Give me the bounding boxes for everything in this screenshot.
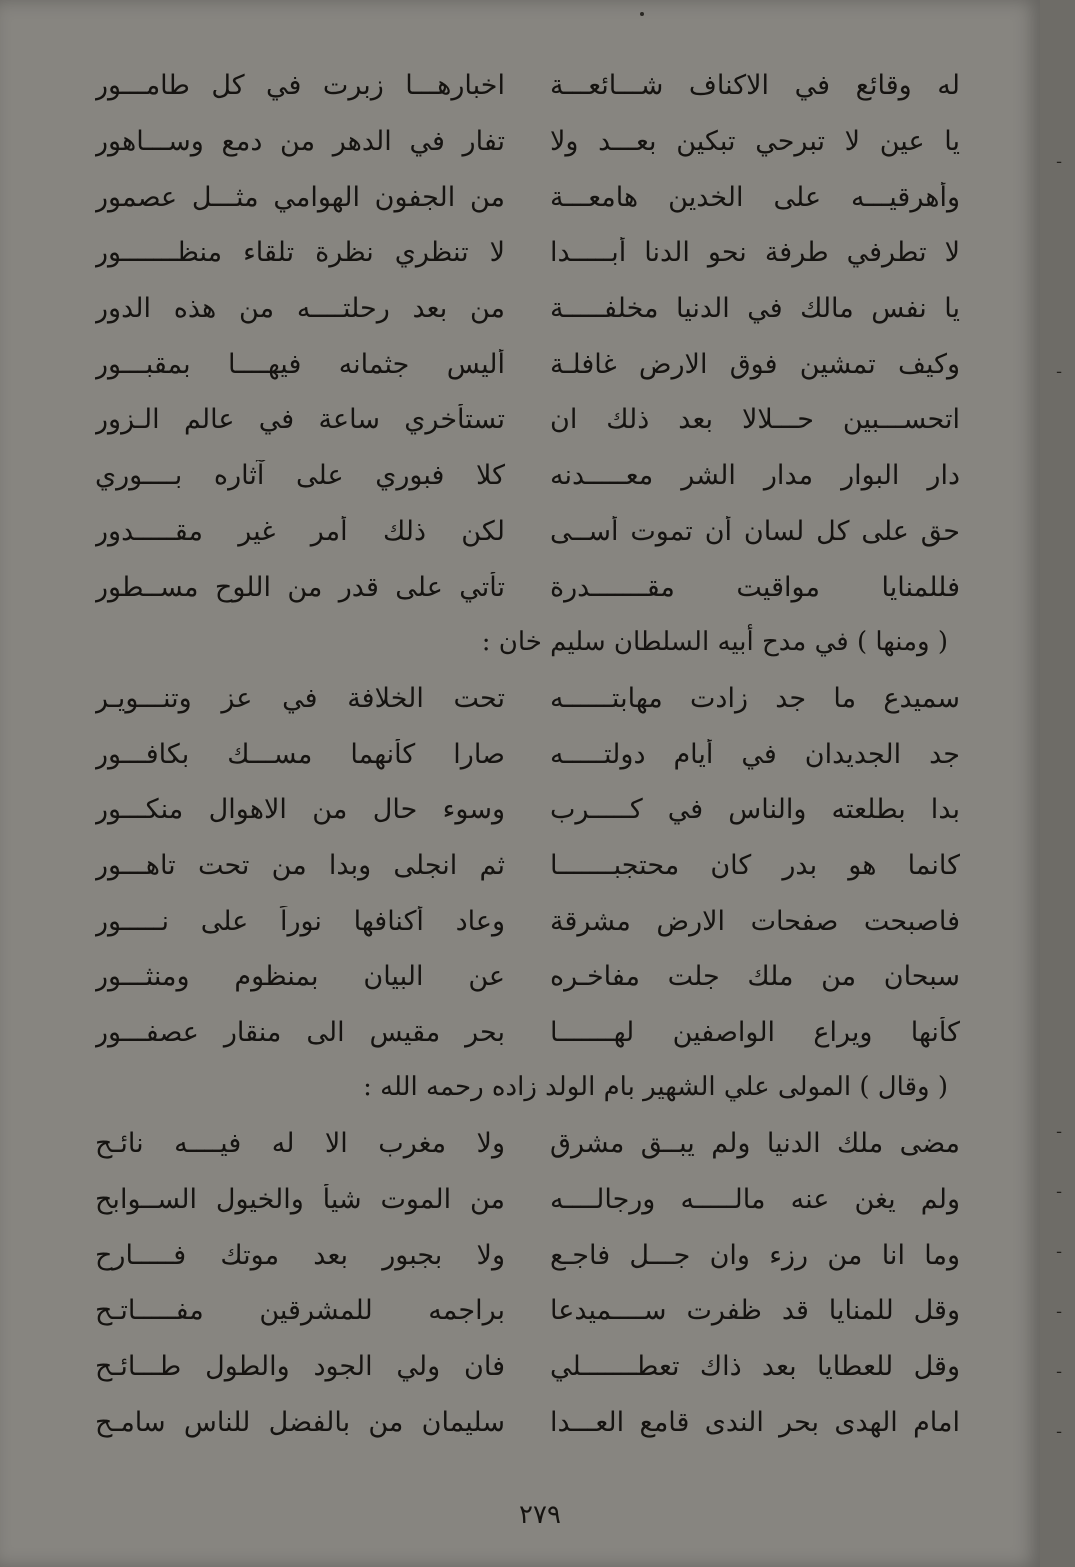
verse-line xyxy=(95,1172,960,1228)
verse-right-hemistich: يا نفس مالك في الدنيا مخلفـــــة xyxy=(550,293,960,325)
verse-line xyxy=(95,671,960,727)
verse-line xyxy=(95,1283,960,1339)
poem-text xyxy=(95,58,960,1450)
verse-right-hemistich: سميدع ما جد زادت مهابتــــــه xyxy=(550,682,960,714)
poem-section-1 xyxy=(95,58,960,615)
edge-glyph: ـ xyxy=(1056,1421,1062,1437)
verse-line xyxy=(95,1339,960,1395)
section-heading: ( ومنها ) في مدح أبيه السلطان سليم خان : xyxy=(481,626,948,657)
verse-right-hemistich: فاصبحت صفحات الارض مشرقة xyxy=(550,905,960,937)
verse-right-hemistich: لا تطرفي طرفة نحو الدنا أبـــــدا xyxy=(550,237,960,269)
verse-line xyxy=(95,336,960,392)
verse-left-hemistich: فان ولي الجود والطول طـــائـح xyxy=(95,1351,505,1383)
verse-right-hemistich: بدا بطلعته والناس في كـــــرب xyxy=(550,794,960,826)
verse-right-hemistich: ولم يغن عنه مالـــــه ورجالــــه xyxy=(550,1184,960,1216)
verse-left-hemistich: صارا كأنهما مســـك بكافـــور xyxy=(95,738,505,770)
verse-line xyxy=(95,114,960,170)
verse-left-hemistich: من بعد رحلتــــه من هذه الدور xyxy=(95,293,505,325)
poem-section-2 xyxy=(95,671,960,1061)
verse-left-hemistich: عن البيان بمنظوم ومنثـــور xyxy=(95,961,505,993)
verse-right-hemistich: اتحســـبين حـــلالا بعد ذلك ان xyxy=(550,404,960,436)
verse-right-hemistich: فللمنايا مواقيت مقـــــــدرة xyxy=(550,571,960,603)
verse-left-hemistich: وسوء حال من الاهوال منكـــور xyxy=(95,794,505,826)
verse-line xyxy=(95,559,960,615)
edge-glyph: ـ xyxy=(1056,1121,1062,1137)
verse-right-hemistich: حق على كل لسان أن تموت أســى xyxy=(550,515,960,547)
verse-left-hemistich: تفار في الدهر من دمع وســـاهور xyxy=(95,126,505,158)
verse-left-hemistich: ثم انجلى وبدا من تحت تاهـــور xyxy=(95,849,505,881)
verse-right-hemistich: وقل للعطايا بعد ذاك تعطـــــــلي xyxy=(550,1351,960,1383)
verse-line xyxy=(95,225,960,281)
verse-left-hemistich: من الجفون الهوامي مثـــل عصمور xyxy=(95,181,505,213)
verse-left-hemistich: اخبارهـــا زبرت في كل طامـــور xyxy=(95,70,505,102)
verse-right-hemistich: كأنها ويراع الواصفين لهـــــــا xyxy=(550,1017,960,1049)
verse-left-hemistich: ولا مغرب الا له فيــــه نائـح xyxy=(95,1128,505,1160)
page-number: ٢٧٩ xyxy=(519,1500,561,1530)
verse-line xyxy=(95,281,960,337)
verse-line xyxy=(95,392,960,448)
verse-line xyxy=(95,782,960,838)
verse-right-hemistich: سبحان من ملك جلت مفاخـره xyxy=(550,961,960,993)
verse-left-hemistich: تستأخري ساعة في عالم الـزور xyxy=(95,404,505,436)
verse-line xyxy=(95,1227,960,1283)
edge-glyph: ـ xyxy=(1056,1301,1062,1317)
verse-left-hemistich: سليمان من بالفضل للناس سامـح xyxy=(95,1406,505,1438)
verse-right-hemistich: يا عين لا تبرحي تبكين بعـــد ولا xyxy=(550,126,960,158)
next-page-edge xyxy=(1040,0,1075,1567)
verse-right-hemistich: امام الهدى بحر الندى قامع العـــدا xyxy=(550,1406,960,1438)
verse-line xyxy=(95,58,960,114)
verse-left-hemistich: ولا بجبور بعد موتك فـــــارح xyxy=(95,1239,505,1271)
verse-left-hemistich: من الموت شيأ والخيول الســوابح xyxy=(95,1184,505,1216)
verse-right-hemistich: وقل للمنايا قد ظفرت ســــميدعا xyxy=(550,1295,960,1327)
page-speck xyxy=(640,12,644,16)
verse-line xyxy=(95,169,960,225)
verse-right-hemistich: وكيف تمشين فوق الارض غافلـة xyxy=(550,348,960,380)
verse-left-hemistich: تأتي على قدر من اللوح مســطور xyxy=(95,571,505,603)
verse-left-hemistich: تحت الخلافة في عز وتنـــويـر xyxy=(95,682,505,714)
verse-left-hemistich: أليس جثمانه فيهــــا بمقبـــور xyxy=(95,348,505,380)
verse-line xyxy=(95,838,960,894)
edge-glyph: ـ xyxy=(1056,1361,1062,1377)
verse-left-hemistich: وعاد أكنافها نوراً على نـــــور xyxy=(95,905,505,937)
verse-line xyxy=(95,893,960,949)
verse-left-hemistich: بحر مقيس الى منقار عصفـــور xyxy=(95,1017,505,1049)
verse-right-hemistich: وما انا من رزء وان جـــل فاجـع xyxy=(550,1239,960,1271)
verse-line xyxy=(95,949,960,1005)
verse-line xyxy=(95,1005,960,1061)
verse-line xyxy=(95,1116,960,1172)
verse-line xyxy=(95,726,960,782)
verse-line xyxy=(95,1395,960,1451)
verse-right-hemistich: كانما هو بدر كان محتجبـــــــا xyxy=(550,849,960,881)
verse-line xyxy=(95,504,960,560)
edge-glyph: ـ xyxy=(1056,1181,1062,1197)
edge-glyph: ـ xyxy=(1056,361,1062,377)
verse-line xyxy=(95,448,960,504)
section-heading: ( وقال ) المولى علي الشهير بام الولد زاده رحمه الله : xyxy=(363,1072,948,1103)
verse-right-hemistich: له وقائع في الاكناف شـــائعـــة xyxy=(550,70,960,102)
verse-right-hemistich: جد الجديدان في أيام دولتـــــه xyxy=(550,738,960,770)
verse-right-hemistich: وأهرقيـــه على الخدين هامعـــة xyxy=(550,181,960,213)
poem-section-3 xyxy=(95,1116,960,1450)
verse-left-hemistich: لكن ذلك أمر غير مقـــــدور xyxy=(95,515,505,547)
verse-left-hemistich: لا تنظري نظرة تلقاء منظـــــــور xyxy=(95,237,505,269)
verse-left-hemistich: براجمه للمشرقين مفـــــاتـح xyxy=(95,1295,505,1327)
verse-right-hemistich: مضى ملك الدنيا ولم يبــق مشرق xyxy=(550,1128,960,1160)
edge-glyph: ـ xyxy=(1056,1241,1062,1257)
verse-right-hemistich: دار البوار مدار الشر معـــــدنه xyxy=(550,460,960,492)
edge-glyph: ـ xyxy=(1056,151,1062,167)
verse-left-hemistich: كلا فبوري على آثاره بــــوري xyxy=(95,460,505,492)
